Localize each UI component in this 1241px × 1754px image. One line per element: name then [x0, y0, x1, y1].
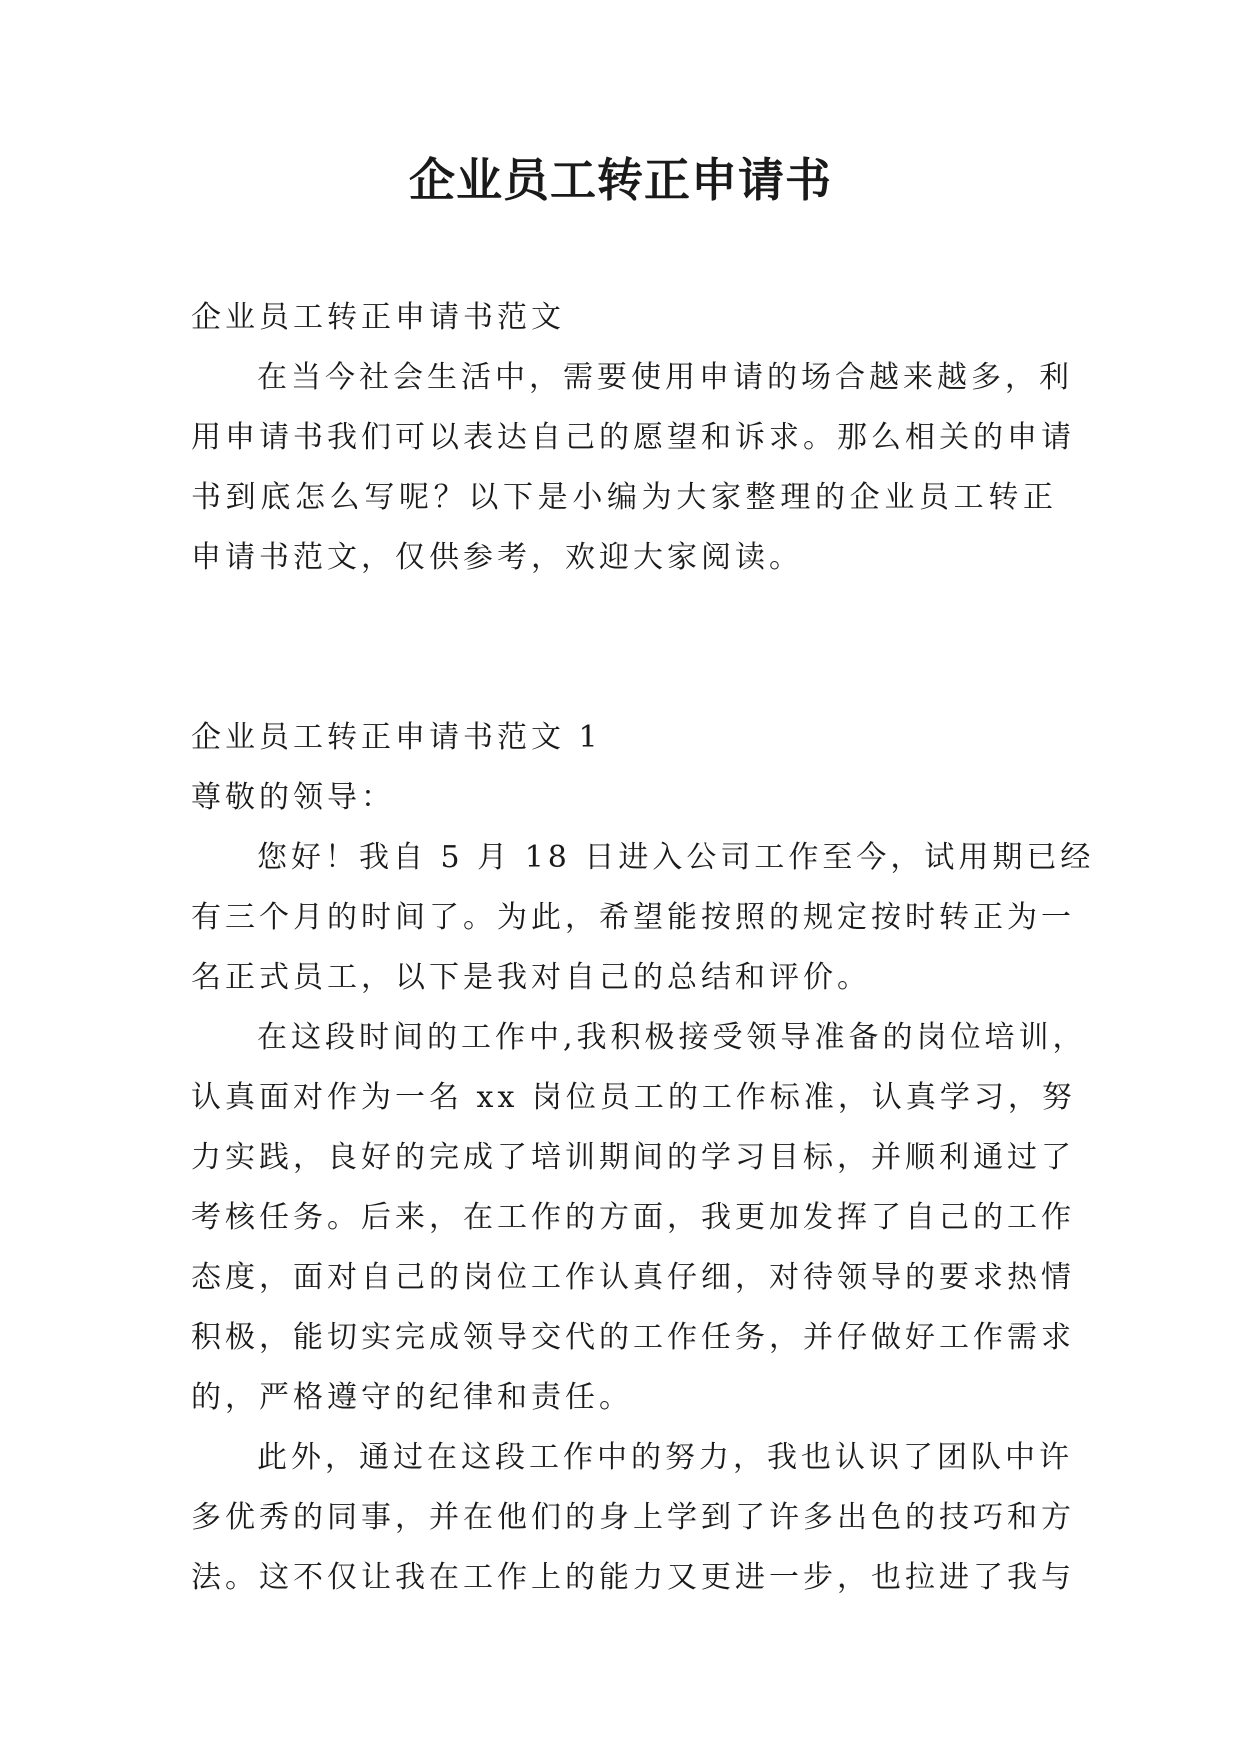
salutation: 尊敬的领导： [191, 780, 395, 815]
document-body [191, 288, 1095, 1608]
section-spacer [191, 588, 1057, 708]
paragraph-1 [191, 828, 1095, 1008]
intro-line: 用申请书我们可以表达自己的愿望和诉求。那么相关的申请 [191, 420, 1075, 455]
intro-paragraph [191, 348, 1075, 588]
paragraph-line: 态度，面对自己的岗位工作认真仔细，对待领导的要求热情 [191, 1260, 1075, 1295]
paragraph-2 [191, 1008, 1087, 1428]
intro-line: 在当今社会生活中，需要使用申请的场合越来越多，利 [257, 360, 1073, 395]
paragraph-line: 您好！我自 5 月 18 日进入公司工作至今，试用期已经 [257, 840, 1095, 875]
paragraph-line: 考核任务。后来，在工作的方面，我更加发挥了自己的工作 [191, 1200, 1075, 1235]
paragraph-line: 多优秀的同事，并在他们的身上学到了许多出色的技巧和方 [191, 1500, 1075, 1535]
paragraph-line: 力实践，良好的完成了培训期间的学习目标，并顺利通过了 [191, 1140, 1075, 1175]
document-title: 企业员工转正申请书 [409, 153, 832, 207]
section-heading: 企业员工转正申请书范文 1 [191, 720, 602, 755]
intro-line: 申请书范文，仅供参考，欢迎大家阅读。 [191, 540, 803, 575]
paragraph-line: 认真面对作为一名 xx 岗位员工的工作标准，认真学习，努 [191, 1080, 1076, 1115]
paragraph-line: 此外，通过在这段工作中的努力，我也认识了团队中许 [257, 1440, 1073, 1475]
paragraph-line: 在这段时间的工作中,我积极接受领导准备的岗位培训， [257, 1020, 1087, 1055]
paragraph-line: 法。这不仅让我在工作上的能力又更进一步，也拉进了我与 [191, 1560, 1075, 1595]
paragraph-line: 积极，能切实完成领导交代的工作任务，并仔做好工作需求 [191, 1320, 1075, 1355]
document-subtitle: 企业员工转正申请书范文 [191, 300, 565, 335]
intro-line: 书到底怎么写呢？以下是小编为大家整理的企业员工转正 [191, 480, 1057, 515]
paragraph-line: 名正式员工，以下是我对自己的总结和评价。 [191, 960, 871, 995]
paragraph-line: 有三个月的时间了。为此，希望能按照的规定按时转正为一 [191, 900, 1075, 935]
paragraph-line: 的，严格遵守的纪律和责任。 [191, 1380, 633, 1415]
paragraph-3 [191, 1428, 1075, 1608]
